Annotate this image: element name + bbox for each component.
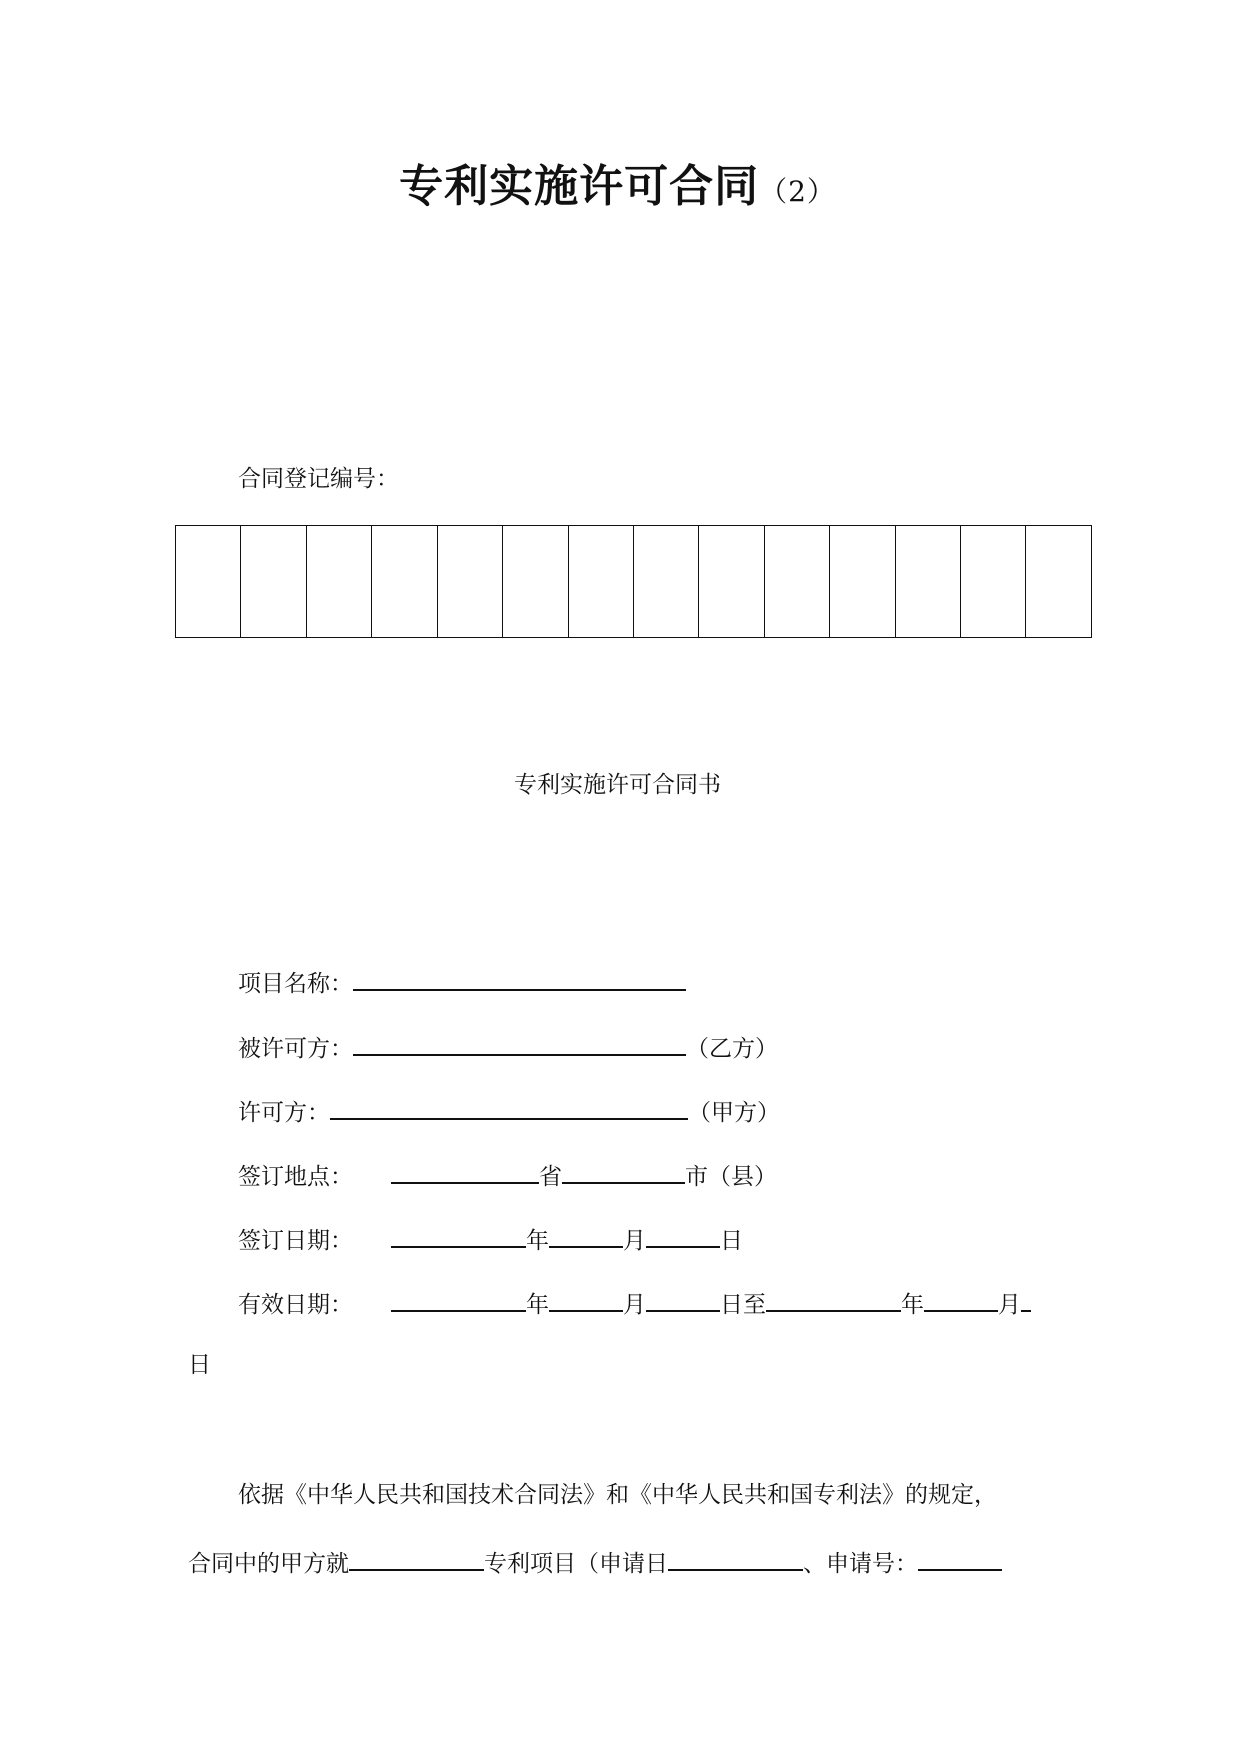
reg-box[interactable]: [633, 526, 698, 638]
licensee-blank[interactable]: [353, 1030, 686, 1056]
reg-box[interactable]: [176, 526, 241, 638]
reg-box[interactable]: [830, 526, 895, 638]
body-line-2-c: 、申请号：: [803, 1551, 918, 1577]
valid-start-year-blank[interactable]: [391, 1286, 526, 1312]
application-number-blank[interactable]: [918, 1545, 1002, 1571]
title-suffix: （2）: [759, 175, 836, 208]
licensor-blank[interactable]: [330, 1094, 688, 1120]
sign-month-label: 月: [623, 1228, 646, 1254]
sign-place-label: 签订地点：: [238, 1164, 353, 1190]
project-name-blank[interactable]: [353, 965, 686, 991]
sign-month-blank[interactable]: [549, 1222, 623, 1248]
province-label: 省: [539, 1164, 562, 1190]
project-name-row: [238, 965, 686, 999]
valid-end-year-label: 年: [901, 1292, 924, 1318]
valid-end-month-blank[interactable]: [924, 1286, 998, 1312]
sign-date-label: 签订日期：: [238, 1228, 353, 1254]
reg-box[interactable]: [699, 526, 764, 638]
city-label: 市（县）: [685, 1164, 777, 1190]
valid-start-month-label: 月: [623, 1292, 646, 1318]
valid-end-year-blank[interactable]: [766, 1286, 901, 1312]
licensor-suffix: （甲方）: [688, 1100, 780, 1126]
valid-date-row: [238, 1286, 1031, 1320]
document-title: [0, 150, 1235, 214]
valid-date-label: 有效日期：: [238, 1292, 353, 1318]
subtitle: 专利实施许可合同书: [514, 772, 721, 798]
licensee-row: [238, 1030, 778, 1064]
body-line-2-b: 专利项目（申请日: [484, 1551, 668, 1577]
reg-box[interactable]: [503, 526, 568, 638]
sign-day-label: 日: [720, 1228, 743, 1254]
valid-end-month-label: 月: [998, 1292, 1021, 1318]
project-name-label: 项目名称：: [238, 971, 353, 997]
application-date-blank[interactable]: [668, 1545, 803, 1571]
sign-year-label: 年: [526, 1228, 549, 1254]
sign-place-row: [238, 1158, 777, 1192]
licensor-label: 许可方：: [238, 1100, 330, 1126]
valid-start-day-blank[interactable]: [646, 1286, 720, 1312]
sign-date-row: [238, 1222, 743, 1256]
title-main: 专利实施许可合同: [399, 161, 760, 212]
body-line-1: 依据《中华人民共和国技术合同法》和《中华人民共和国专利法》的规定，: [238, 1482, 997, 1508]
valid-start-year-label: 年: [526, 1292, 549, 1318]
licensee-label: 被许可方：: [238, 1036, 353, 1062]
sign-day-blank[interactable]: [646, 1222, 720, 1248]
reg-box[interactable]: [241, 526, 306, 638]
reg-box[interactable]: [372, 526, 437, 638]
city-blank[interactable]: [562, 1158, 685, 1184]
province-blank[interactable]: [391, 1158, 539, 1184]
sign-year-blank[interactable]: [391, 1222, 526, 1248]
registration-label: 合同登记编号：: [238, 466, 399, 492]
licensee-suffix: （乙方）: [686, 1036, 778, 1062]
reg-box[interactable]: [568, 526, 633, 638]
reg-box[interactable]: [961, 526, 1026, 638]
valid-end-day-blank[interactable]: [1021, 1286, 1031, 1312]
reg-box[interactable]: [306, 526, 371, 638]
reg-box[interactable]: [895, 526, 960, 638]
reg-box[interactable]: [437, 526, 502, 638]
valid-day-to-label: 日至: [720, 1292, 766, 1318]
body-line-2-a: 合同中的甲方就: [188, 1551, 349, 1577]
reg-box[interactable]: [764, 526, 829, 638]
patent-project-blank[interactable]: [349, 1545, 484, 1571]
licensor-row: [238, 1094, 780, 1128]
valid-start-month-blank[interactable]: [549, 1286, 623, 1312]
valid-end-day-label: 日: [188, 1352, 211, 1378]
reg-box[interactable]: [1026, 526, 1092, 638]
body-line-2: [188, 1545, 1002, 1579]
registration-number-boxes: [175, 525, 1092, 638]
